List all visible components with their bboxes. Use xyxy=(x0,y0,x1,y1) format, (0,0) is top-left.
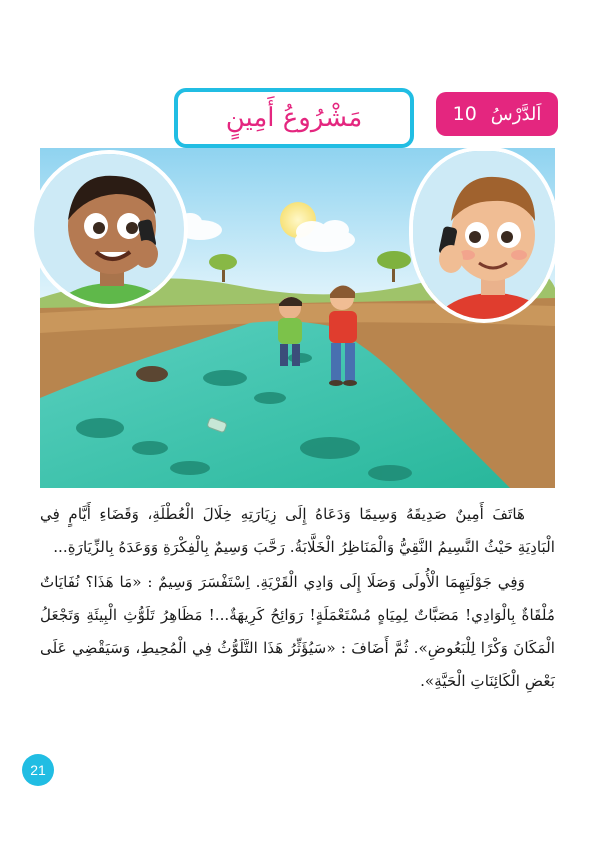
cloud-icon xyxy=(295,220,355,252)
lesson-tab xyxy=(436,92,558,136)
story-paragraph-1: هَاتَفَ أَمِينٌ صَدِيقَهُ وَسِيمًا وَدَعَاهُ إِلَى زِيَارَتِهِ خِلَالَ الْعُطْلَةِ، وَقَضَاءِ أَيَّامٍ فِي الْبَادِيَةِ حَيْثُ النَّسِيمُ النَّقِيُّ وَالْمَنَاظِرُ الْخَلَّابَةُ. رَحَّبَ وَسِيمٌ بِالْفِكْرَةِ وَوَعَدَهُ بِالزِّيَارَةِ... xyxy=(40,505,555,556)
lesson-number: 10 xyxy=(452,103,477,125)
story-text xyxy=(40,498,555,700)
rock xyxy=(136,366,168,382)
lesson-title: مَشْرُوعُ أَمِينٍ xyxy=(174,88,414,148)
page-number: 21 xyxy=(22,754,54,786)
lesson-label: اَلدَّرْسُ xyxy=(490,103,542,125)
boy-on-phone-portrait-right xyxy=(409,147,559,323)
story-paragraph-2: وَفِي جَوْلَتِهِمَا الْأُولَى وَصَلَا إِلَى وَادِي الْقَرْيَةِ. اِسْتَفْسَرَ وَسِيمٌ : «مَا هَذَا؟ نُفَايَاتٌ مُلْقَاةٌ بِالْوَادِي! مَصَبَّاتٌ لِمِيَاهٍ مُسْتَعْمَلَةٍ! رَوَائِحُ كَرِيهَةٌ...! مَظَاهِرُ تَلَوُّثِ الْبِيئَةِ وَتَجْعَلُ الْمَكَانَ وَكْرًا لِلْبَعُوضِ». ثُمَّ أَضَافَ : «سَيُؤَثِّرُ هَذَا التَّلَوُّثُ فِي الْمُحِيطِ، وَسَيَقْضِي عَلَى بَعْضِ الْكَائِنَاتِ الْحَيَّةِ». xyxy=(40,573,555,690)
boy-on-phone-portrait-left xyxy=(30,150,188,308)
